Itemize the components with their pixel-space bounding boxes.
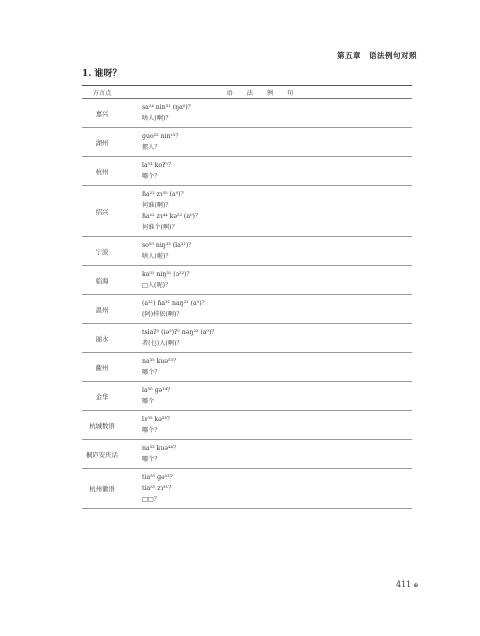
example-line: tsiaʔ⁵ (iə⁵)ʔ⁵ nəŋ²² (a⁰)？ xyxy=(142,329,218,336)
example-line: na³³ kuə⁴⁴？ xyxy=(142,445,180,452)
example-cell xyxy=(122,295,412,324)
example-line: □人(呢)？ xyxy=(142,282,172,289)
example-line: ɦa²² zɿ³⁵ (a⁰)？ xyxy=(142,191,187,198)
table-row xyxy=(82,324,412,353)
example-line: □□？ xyxy=(142,496,160,503)
place-name: 绍兴 xyxy=(82,186,122,237)
table-row xyxy=(82,382,412,411)
example-line: la⁵³ koʔ⁵？ xyxy=(142,162,175,169)
example-cell xyxy=(122,469,412,509)
table-body xyxy=(82,99,412,509)
example-line: (阿)样依(啊)？ xyxy=(142,311,183,318)
section-title: 1. 谁呀？ xyxy=(82,69,122,79)
table-row xyxy=(82,440,412,469)
table-row xyxy=(82,186,412,237)
example-line: 哪个？ xyxy=(142,456,161,463)
example-cell xyxy=(122,440,412,469)
table-header-row xyxy=(82,86,412,99)
example-line: 哪个？ xyxy=(142,427,161,434)
column-header-example: 语法例句 xyxy=(122,86,412,99)
example-line: tia⁵⁵ zɿ³¹？ xyxy=(142,485,175,492)
example-line: ka⁵¹ niŋ³¹ (ɔ²²)？ xyxy=(142,271,193,278)
place-name: 杭州徽语 xyxy=(82,469,122,509)
example-line: so⁵⁵ niŋ³³ (la³¹)？ xyxy=(142,242,195,249)
example-line: ɡuo²² nin¹³？ xyxy=(142,133,182,140)
example-cell xyxy=(122,99,412,128)
page-number: 411 xyxy=(396,580,412,589)
page-mark: ⊕ xyxy=(413,582,419,589)
example-line: ɦa²² zɿ⁴⁴ kə⁵² (a⁰)？ xyxy=(142,213,202,220)
example-line: na³⁵ kuə⁵³？ xyxy=(142,358,180,365)
table-row xyxy=(82,411,412,440)
place-name: 衢州 xyxy=(82,353,122,382)
example-line: 何谁个(啊)？ xyxy=(142,224,178,231)
column-header-place: 方言点 xyxy=(82,86,122,99)
example-line: sa²⁴ nin³¹ (ŋa⁰)？ xyxy=(142,104,194,111)
example-line: 何谁(啊)？ xyxy=(142,202,172,209)
example-line: 啥人(啊)？ xyxy=(142,115,172,122)
example-cell xyxy=(122,353,412,382)
place-name: 温州 xyxy=(82,295,122,324)
table-row xyxy=(82,266,412,295)
table-row xyxy=(82,353,412,382)
example-cell xyxy=(122,237,412,266)
table-row xyxy=(82,128,412,157)
example-line: 掼人？ xyxy=(142,144,161,151)
place-name: 桐庐安庆话 xyxy=(82,440,122,469)
example-cell xyxy=(122,324,412,353)
place-name: 宁波 xyxy=(82,237,122,266)
place-name: 丽水 xyxy=(82,324,122,353)
example-line: lɤ⁵⁵ kə³³？ xyxy=(142,416,173,423)
table-row xyxy=(82,99,412,128)
place-name: 杭州 xyxy=(82,157,122,186)
example-line: 哪个？ xyxy=(142,369,161,376)
example-line: la⁵⁵ ɡə¹⁴？ xyxy=(142,387,174,394)
example-line: 哪个？ xyxy=(142,173,161,180)
example-cell xyxy=(122,382,412,411)
example-line: tia⁵⁵ ɡə⁵³？ xyxy=(142,474,176,481)
example-cell xyxy=(122,128,412,157)
page-footer xyxy=(396,580,418,589)
running-header xyxy=(337,50,417,61)
example-line: 者(乜)人(啊)？ xyxy=(142,340,183,347)
grammar-example-table xyxy=(82,85,412,509)
section-label: 语法例句对照 xyxy=(369,51,417,60)
chapter-label: 第五章 xyxy=(337,51,361,60)
place-name: 嘉兴 xyxy=(82,99,122,128)
example-cell xyxy=(122,266,412,295)
example-line: 哪个 xyxy=(142,398,155,405)
place-name: 金华 xyxy=(82,382,122,411)
table-row xyxy=(82,469,412,509)
place-name: 临海 xyxy=(82,266,122,295)
place-name: 湖州 xyxy=(82,128,122,157)
example-line: (a²¹) ɦa³¹ naŋ²¹ (a⁰)？ xyxy=(142,300,208,307)
table-row xyxy=(82,157,412,186)
example-line: 啥人(啦)？ xyxy=(142,253,172,260)
place-name: 杭城数语 xyxy=(82,411,122,440)
table-row xyxy=(82,237,412,266)
example-cell xyxy=(122,411,412,440)
table-row xyxy=(82,295,412,324)
example-cell xyxy=(122,157,412,186)
example-cell xyxy=(122,186,412,237)
